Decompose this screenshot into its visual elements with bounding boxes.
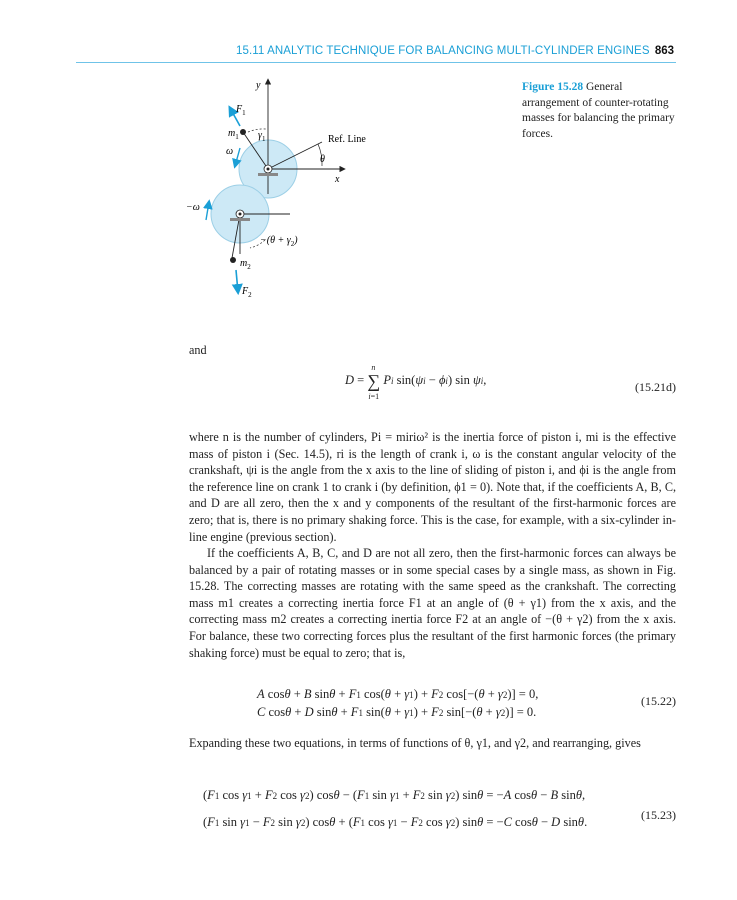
equation-15-23: (F1 cos γ1 + F2 cos γ2) cosθ − (F1 sin γ1 + F2 sin γ2) sinθ = −A cosθ − B sinθ, (F1 sin γ1 − F2 sin γ2) cosθ + (F1 cos γ1 − F2 cos γ2) sinθ = −C cosθ − D sinθ.: [203, 788, 588, 829]
label-y: y: [256, 80, 261, 91]
equation-15-23-number: (15.23): [641, 808, 676, 822]
label-neg-omega: −ω: [186, 202, 200, 213]
caption-text: General arrangement of counter-rotating masses for balancing the primary forces.: [522, 81, 675, 140]
label-ref-line: Ref. Line: [328, 134, 366, 145]
figure-caption: [522, 80, 682, 142]
paragraph-3: Expanding these two equations, in terms of functions of θ, γ1, and γ2, and rearranging, gives: [189, 736, 641, 750]
equation-15-21d-number: (15.21d): [635, 380, 676, 394]
equation-15-22: A cosθ + B sinθ + F1 cos(θ + γ1) + F2 cos[−(θ + γ2)] = 0, C cosθ + D sinθ + F1 sin(θ + γ1) + F2 sin[−(θ + γ2)] = 0.: [257, 687, 539, 719]
label-f2: $F_2$: [242, 286, 252, 299]
label-f1: $F_1$: [236, 104, 246, 117]
and-word: and: [189, 343, 207, 357]
mass-m1: [240, 129, 246, 135]
page-number: 863: [654, 45, 674, 57]
force-f2-arrow: [236, 270, 238, 292]
paragraph-1: where n is the number of cylinders, Pi = miriω² is the inertia force of piston i, mi is the effective mass of piston i (Sec. 14.5), ri is the length of crank i, ω is the constant angular velocity of the crankshaft, ψi is the angle from the x axis to the line of sliding of piston i, and ϕi is the angle from the reference line on crank 1 to crank i (by definition, ϕ1 = 0). Note that, if the coefficients A, B, C, and D are all zero, then the x and y components of the resultant of the first-harmonic forces are zero; that is, there is no primary shaking force. This is the case, for example, with a six-cylinder in-line engine (previous section).: [189, 430, 676, 544]
equation-15-21d: D = ∑ n i=1 Pi sin(ψi − ϕi) sin ψi,: [345, 363, 487, 401]
neg-omega-arrow: [206, 202, 209, 220]
gamma1-arc: [248, 129, 266, 132]
mass-m2: [230, 257, 236, 263]
label-angle2: $-(\theta + \gamma_2)$: [260, 235, 298, 248]
caption-label: Figure 15.28: [522, 81, 584, 93]
label-x: x: [335, 174, 340, 185]
section-title: 15.11 ANALYTIC TECHNIQUE FOR BALANCING MULTI-CYLINDER ENGINES: [236, 45, 650, 57]
label-gamma1: $\gamma_1$: [258, 130, 266, 143]
label-m1: $m_1$: [228, 128, 239, 141]
header-rule: [76, 62, 676, 63]
paragraph-2: If the coefficients A, B, C, and D are not all zero, then the first-harmonic forces can always be balanced by a pair of rotating masses or in some special cases by a single mass, as shown in Fig. 15.28. The correcting masses are rotating with the same speed as the crankshaft. The correcting mass m1 creates a correcting inertia force F1 at an angle of (θ + γ1) from the x axis, and the correcting mass m2 creates a correcting inertia force F2 at an angle of −(θ + γ2) from the x axis. For balance, these two correcting forces plus the resultant of the first harmonic forces (the primary shaking force) must be equal to zero; that is,: [189, 546, 676, 660]
counter-rotating-masses-figure: [160, 70, 390, 310]
label-omega: ω: [226, 146, 234, 157]
label-theta: θ: [320, 154, 325, 165]
equation-15-22-number: (15.22): [641, 694, 676, 708]
label-m2: $m_2$: [240, 258, 251, 271]
